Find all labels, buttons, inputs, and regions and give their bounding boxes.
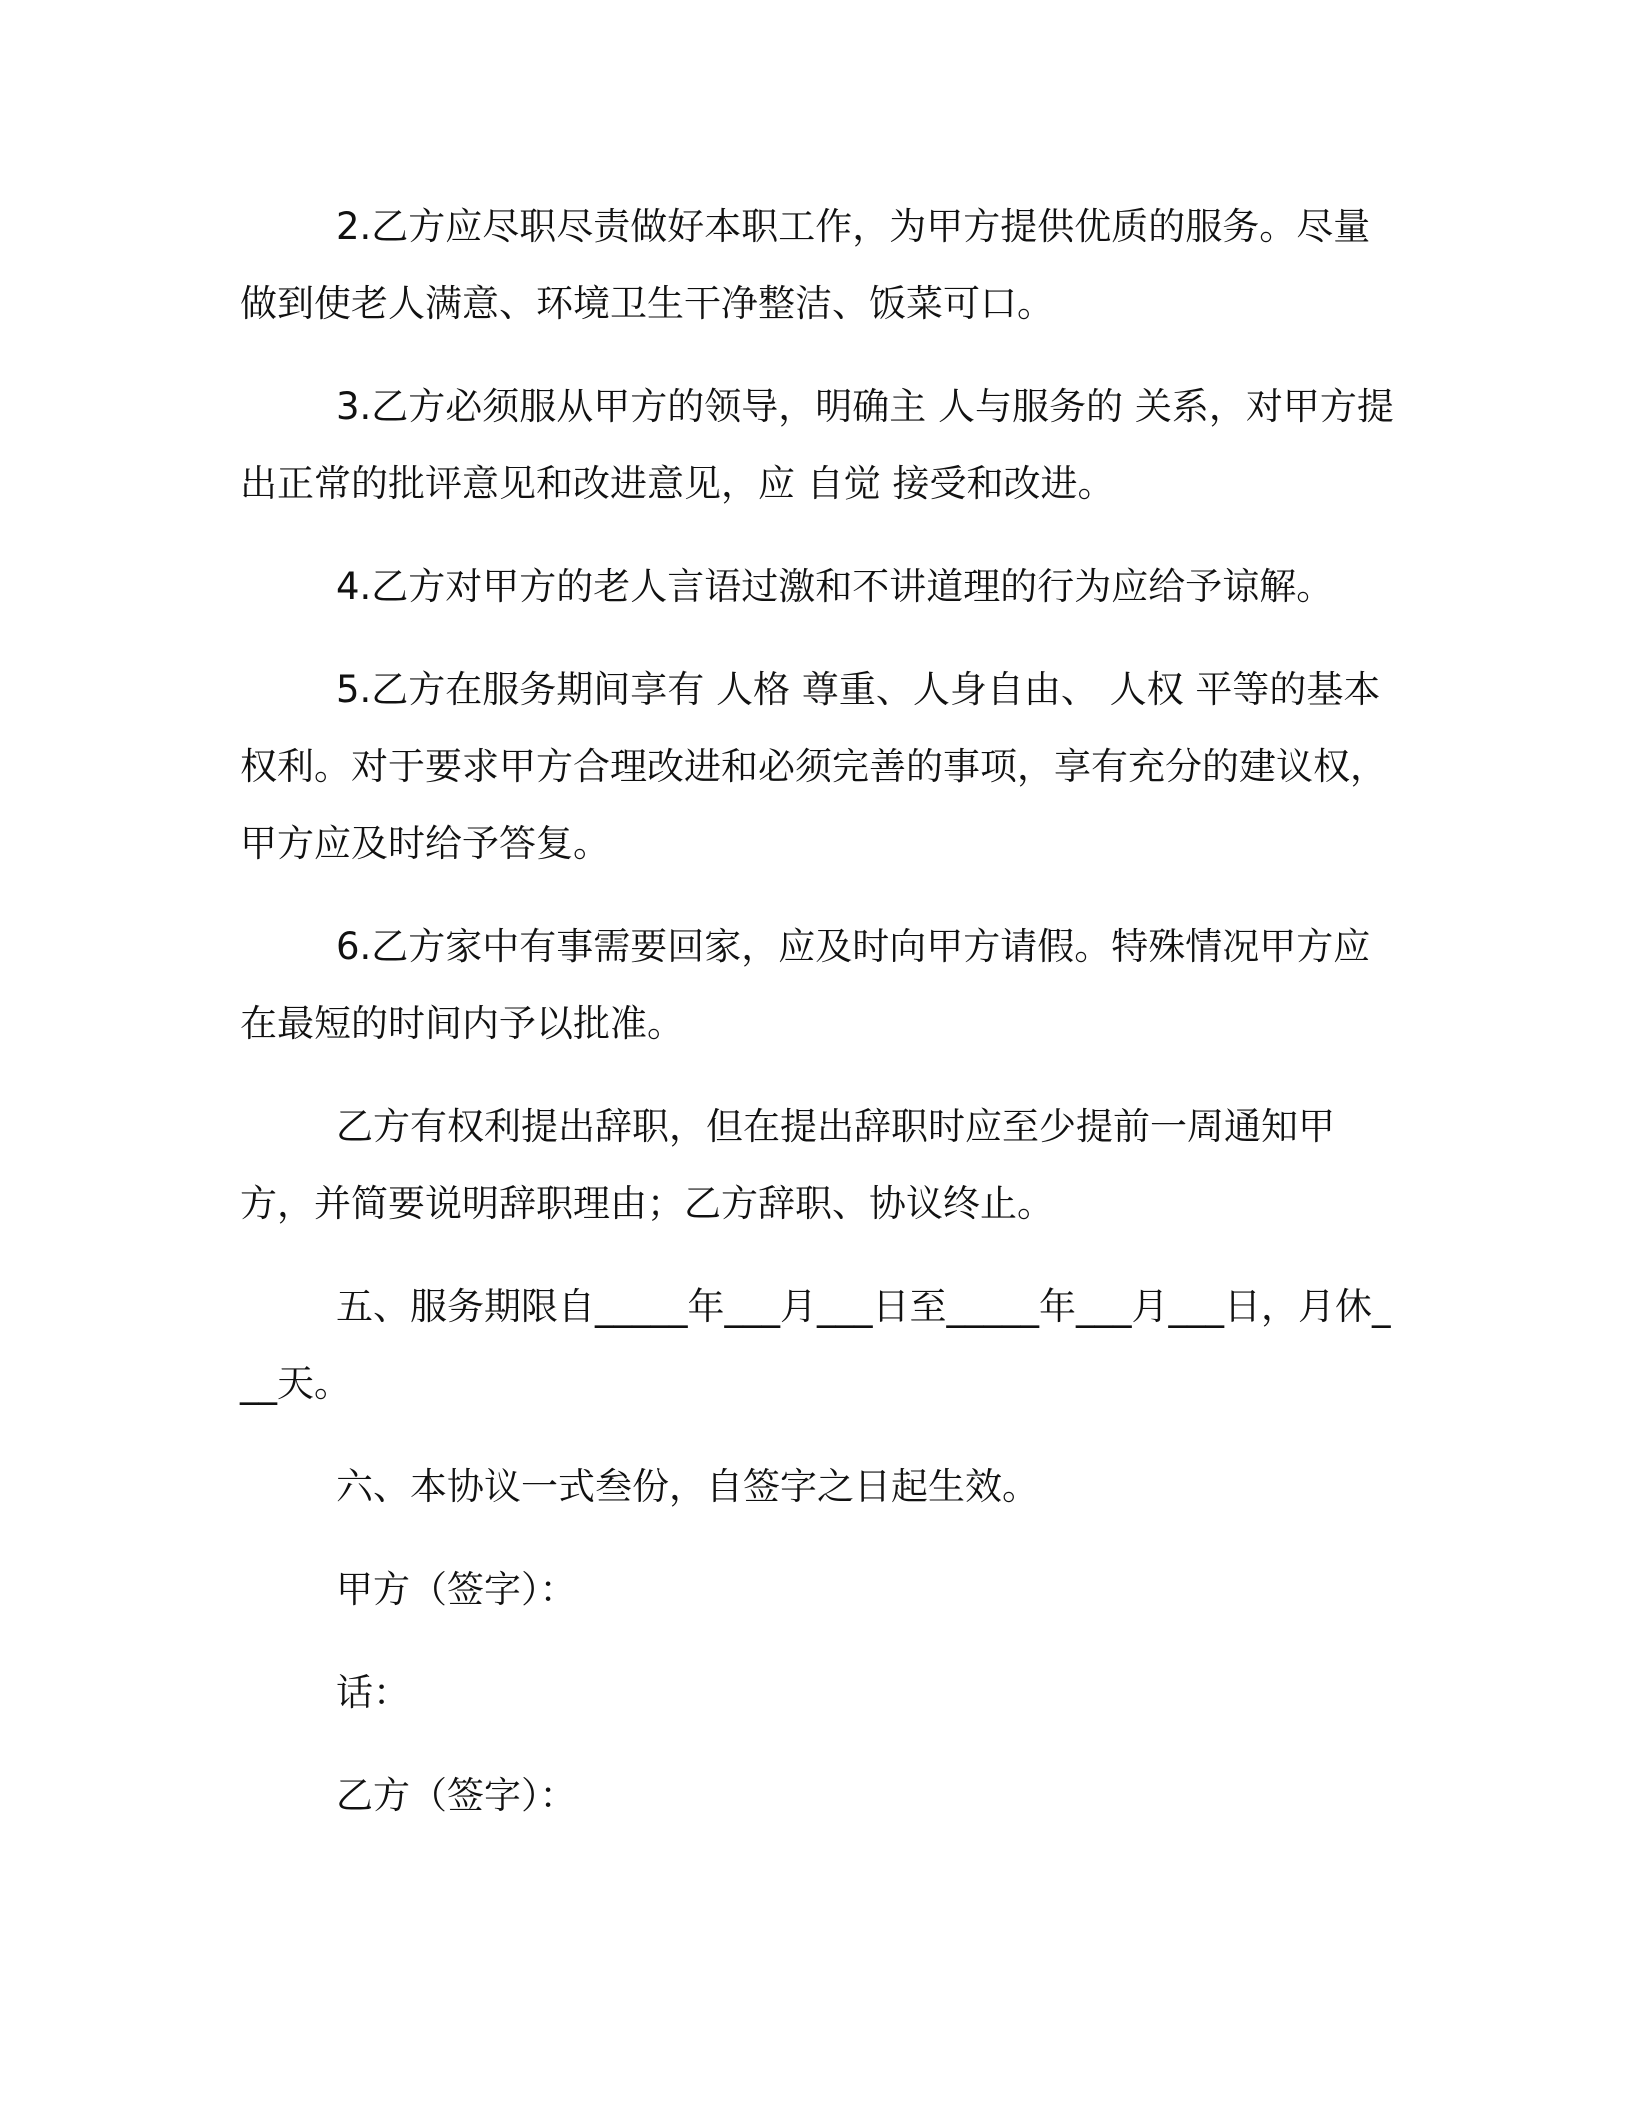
effectiveness-clause: 六、本协议一式叁份，自签字之日起生效。 — [336, 1465, 1039, 1508]
clause-2: 2.乙方应尽职尽责做好本职工作，为甲方提供优质的服务。尽量做到使老人满意、环境卫生干净整洁、饭菜可口。 — [240, 205, 1371, 325]
party-a-signature-line: 甲方（签字）： — [336, 1568, 577, 1611]
document-body — [240, 188, 1400, 1860]
clause-4: 4.乙方对甲方的老人言语过激和不讲道理的行为应给予谅解。 — [336, 565, 1334, 608]
phone-line: 话： — [336, 1671, 410, 1714]
service-period-clause: 五、服务期限自_____年___月___日至_____年___月___日，月休___天。 — [240, 1285, 1391, 1405]
clause-3: 3.乙方必须服从甲方的领导，明确主 人与服务的 关系，对甲方提出正常的批评意见和改进意见，应 自觉 接受和改进。 — [240, 385, 1394, 505]
resignation-clause: 乙方有权利提出辞职，但在提出辞职时应至少提前一周通知甲方，并简要说明辞职理由；乙方辞职、协议终止。 — [240, 1105, 1335, 1225]
clause-6: 6.乙方家中有事需要回家，应及时向甲方请假。特殊情况甲方应在最短的时间内予以批准。 — [240, 925, 1371, 1045]
party-b-signature-line: 乙方（签字）： — [336, 1774, 577, 1817]
clause-5: 5.乙方在服务期间享有 人格 尊重、人身自由、 人权 平等的基本权利。对于要求甲方合理改进和必须完善的事项，享有充分的建议权，甲方应及时给予答复。 — [240, 668, 1387, 865]
